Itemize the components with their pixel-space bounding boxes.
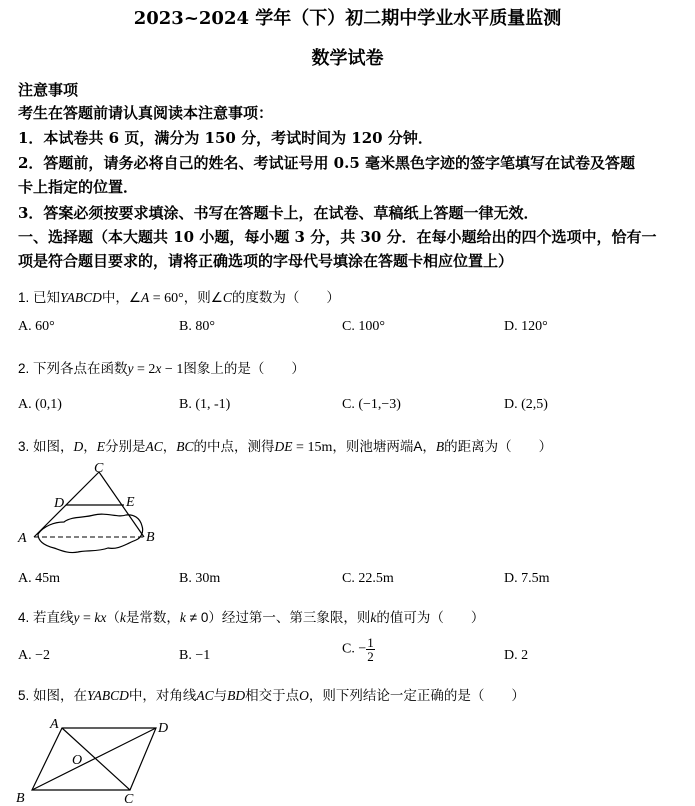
notice-item-1: 1．本试卷共 6 页，满分为 150 分，考试时间为 120 分钟． xyxy=(18,129,433,147)
question-1-stem: 1. 已知YABCD中，∠A = 60°，则∠C的度数为（ ） xyxy=(18,290,340,306)
notice-intro: 考生在答题前请认真阅读本注意事项： xyxy=(18,104,274,122)
question-4-option-c[interactable]: C. − $\frac{1}{2}$ xyxy=(342,635,374,664)
section-heading: 一、选择题（本大题共 10 小题，每小题 3 分，共 30 分．在每小题给出的四个选项中，恰有一 xyxy=(18,228,657,246)
question-2-option-b[interactable]: B. (1, -1) xyxy=(179,397,231,412)
question-2-option-d[interactable]: D. (2,5) xyxy=(504,397,548,412)
question-5-stem: 5. 如图，在YABCD中，对角线AC与BD相交于点O，则下列结论一定正确的是（ ） xyxy=(18,688,525,703)
question-2-option-a[interactable]: A. (0,1) xyxy=(18,397,62,412)
label-e: E xyxy=(126,495,135,510)
question-3-option-a[interactable]: A. 45m xyxy=(18,571,60,586)
label-d: D xyxy=(54,496,65,511)
section-heading-cont: 项是符合题目要求的，请将正确选项的字母代号填涂在答题卡相应位置上） xyxy=(18,252,514,270)
exam-subtitle: 数学试卷 xyxy=(311,48,384,69)
fraction: $\frac{1}{2}$ xyxy=(367,635,374,664)
label-a: A xyxy=(18,531,27,546)
question-4-option-b[interactable]: B. −1 xyxy=(179,648,211,663)
question-1-option-d[interactable]: D. 120° xyxy=(504,319,548,334)
question-3-option-c[interactable]: C. 22.5m xyxy=(342,571,394,586)
parallelogram-figure xyxy=(12,712,182,806)
notice-heading: 注意事项 xyxy=(18,81,79,99)
label-b: B xyxy=(16,791,25,806)
question-3-stem: 3. 如图，D，E分别是AC，BC的中点，测得DE = 15m，则池塘两端A，B的距离为（ ） xyxy=(18,439,553,455)
question-3-option-d[interactable]: D. 7.5m xyxy=(504,571,550,586)
question-1-option-b[interactable]: B. 80° xyxy=(179,319,215,334)
notice-item-2: 2．答题前，请务必将自己的姓名、考试证号用 0.5 毫米黑色字迹的签字笔填写在试卷及答题 xyxy=(18,154,635,172)
question-2-option-c[interactable]: C. (−1,−3) xyxy=(342,397,401,412)
label-o: O xyxy=(72,753,83,768)
question-1-option-c[interactable]: C. 100° xyxy=(342,319,385,334)
question-4-option-a[interactable]: A. −2 xyxy=(18,648,51,663)
question-4-stem: 4. 若直线y = kx（k是常数，k ≠ 0）经过第一、第三象限，则k的值可为（ ） xyxy=(18,610,485,626)
question-4-option-d[interactable]: D. 2 xyxy=(504,648,529,663)
label-d: D xyxy=(158,721,169,736)
notice-item-3: 3．答案必须按要求填涂、书写在答题卡上，在试卷、草稿纸上答题一律无效． xyxy=(18,204,539,222)
question-1-option-a[interactable]: A. 60° xyxy=(18,319,55,334)
pond-triangle-figure xyxy=(14,460,164,560)
question-3-option-b[interactable]: B. 30m xyxy=(179,571,221,586)
label-b: B xyxy=(146,530,155,545)
label-a: A xyxy=(50,717,59,732)
notice-item-2-cont: 卡上指定的位置． xyxy=(18,178,139,196)
exam-title: 2023~2024 学年（下）初二期中学业水平质量监测 xyxy=(133,8,562,29)
label-c: C xyxy=(124,792,134,806)
label-c: C xyxy=(94,461,104,476)
question-2-stem: 2. 下列各点在函数y = 2x − 1图象上的是（ ） xyxy=(18,361,305,377)
